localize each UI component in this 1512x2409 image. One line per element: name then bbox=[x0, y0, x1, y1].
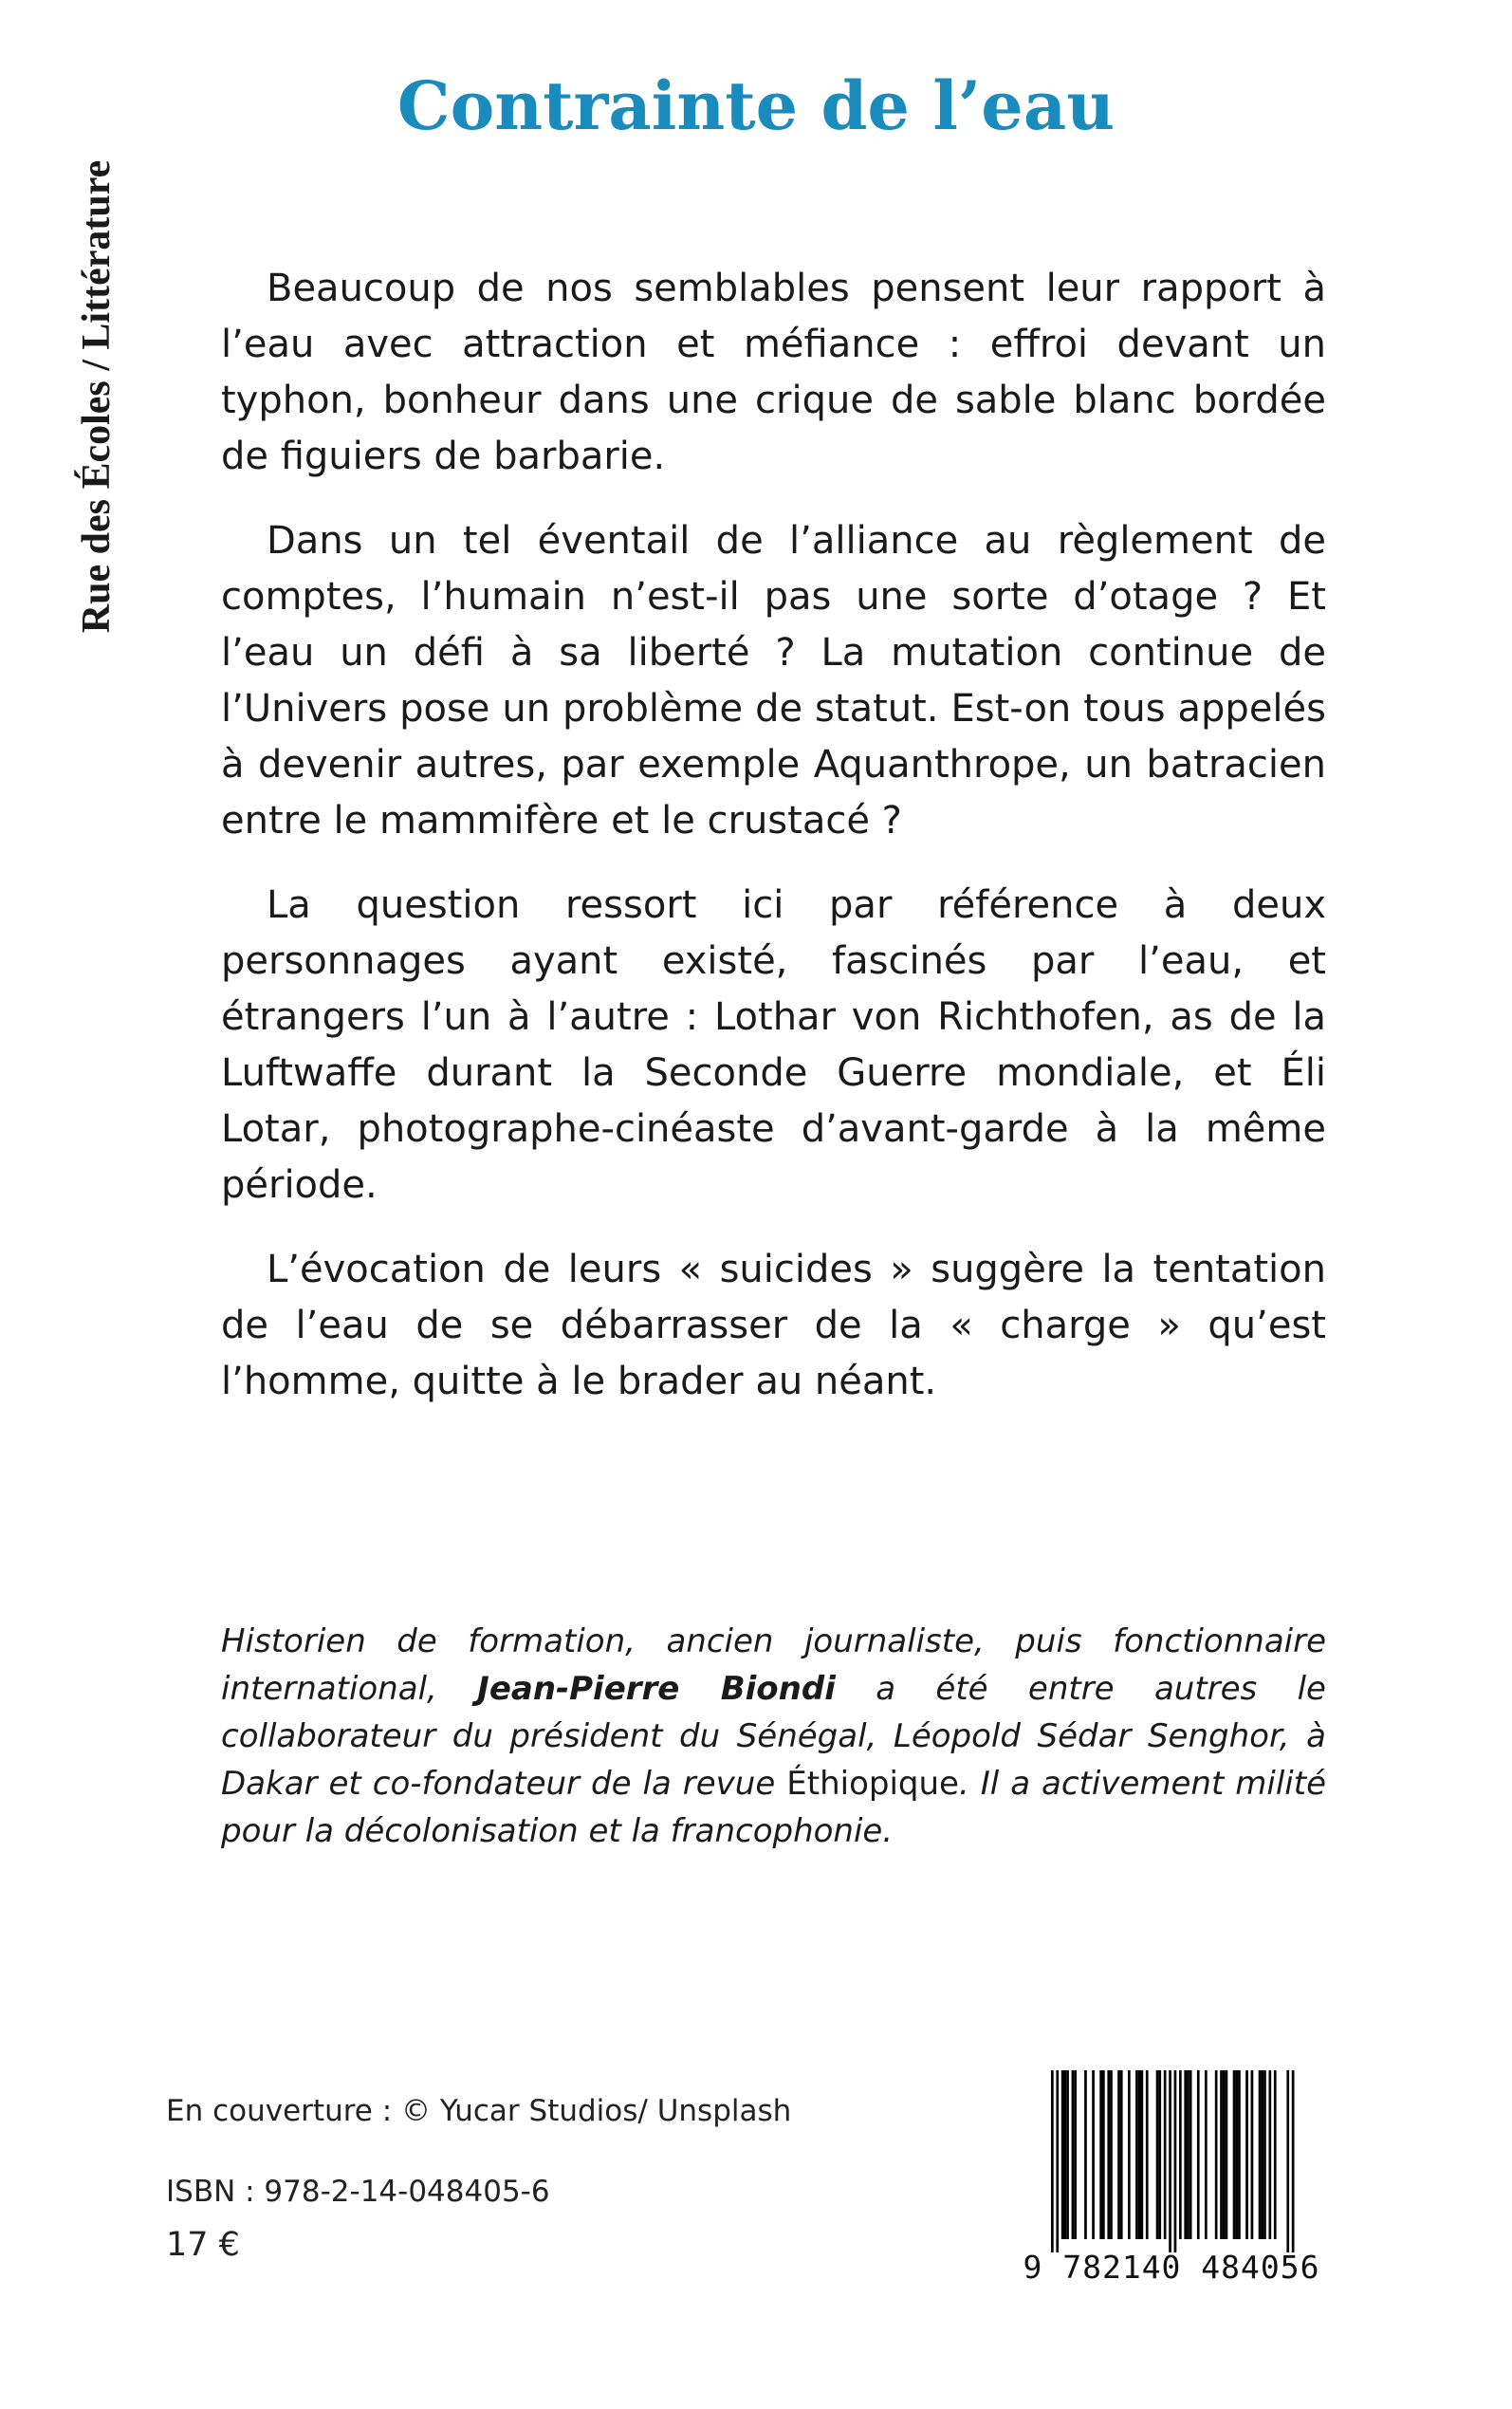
barcode-bar bbox=[1102, 2070, 1105, 2239]
barcode-bar bbox=[1269, 2070, 1272, 2239]
spine-label bbox=[59, 112, 135, 681]
author-name: Jean-Pierre Biondi bbox=[477, 1670, 836, 1708]
book-title: Contrainte de l’eau bbox=[396, 66, 1116, 145]
barcode-bar bbox=[1141, 2070, 1144, 2239]
blurb-paragraph-3: La question ressort ici par référence à deux personnages ayant existé, fascinés par l’eau, et étrangers l’un à l’autre : Lothar von Richthofen, as de la Luftwaffe durant la Seconde Guerre mondiale, et Éli Lotar, photographe-cinéaste d’avant-garde à la même période. bbox=[221, 883, 1326, 1207]
barcode-bar bbox=[1187, 2070, 1189, 2239]
barcode-bar bbox=[1107, 2070, 1110, 2239]
barcode-bar bbox=[1251, 2070, 1254, 2239]
price: 17 € bbox=[166, 2226, 240, 2264]
barcode-bars bbox=[1015, 2070, 1328, 2252]
barcode-bar bbox=[1215, 2070, 1218, 2239]
barcode-bar bbox=[1274, 2070, 1277, 2239]
collection-name: Rue des Écoles / Littérature bbox=[75, 159, 119, 634]
barcode-bar bbox=[1179, 2070, 1182, 2239]
barcode-bar bbox=[1064, 2070, 1067, 2239]
bio-text-2: a été entre autres le collaborateur du président du Sénégal, Léopold Sédar Senghor, à Dakar et co-fondateur de la revue bbox=[221, 1670, 1326, 1803]
barcode-bar bbox=[1169, 2070, 1171, 2252]
barcode-bar bbox=[1051, 2070, 1054, 2252]
barcode-number: 9 782140 484056 bbox=[1023, 2249, 1320, 2286]
barcode-bar bbox=[1259, 2070, 1262, 2239]
barcode-bar bbox=[1138, 2070, 1141, 2239]
barcode-bar bbox=[1110, 2070, 1113, 2239]
barcode-bar bbox=[1197, 2070, 1200, 2239]
barcode-bar bbox=[1174, 2070, 1177, 2252]
barcode-bar bbox=[1205, 2070, 1208, 2239]
barcode-bar bbox=[1235, 2070, 1238, 2239]
blurb bbox=[221, 261, 1326, 1438]
blurb-paragraph-1: Beaucoup de nos semblables pensent leur rapport à l’eau avec attraction et méfiance : effroi devant un typhon, bonheur dans une crique de sable blanc bordée de figuiers de barbarie. bbox=[221, 267, 1326, 478]
barcode-bar bbox=[1223, 2070, 1226, 2239]
barcode-bar bbox=[1158, 2070, 1161, 2239]
barcode-bar bbox=[1099, 2070, 1102, 2239]
barcode-bar bbox=[1263, 2070, 1266, 2239]
barcode-bar bbox=[1292, 2070, 1295, 2252]
barcode-bar bbox=[1245, 2070, 1248, 2239]
barcode-bar bbox=[1220, 2070, 1223, 2239]
barcode bbox=[1015, 2070, 1328, 2289]
barcode-bar bbox=[1286, 2070, 1289, 2252]
isbn: ISBN : 978-2-14-048405-6 bbox=[166, 2175, 550, 2209]
barcode-bar bbox=[1261, 2070, 1263, 2239]
blurb-paragraph-2: Dans un tel éventail de l’alliance au règlement de comptes, l’humain n’est-il pas une sorte d’otage ? Et l’eau un défi à sa liberté ? La mutation continue de l’Univers pose un problème de statut. Est-on tous appelés à devenir autres, par exemple Aquanthrope, un batracien entre le mammifère et le crustacé ? bbox=[221, 519, 1326, 843]
cover-credit: En couverture : © Yucar Studios/ Unsplash bbox=[166, 2094, 792, 2128]
bio-text-1: Historien de formation, ancien journaliste, puis fonctionnaire international, bbox=[221, 1622, 1326, 1708]
barcode-bar bbox=[1074, 2070, 1077, 2239]
barcode-bar bbox=[1061, 2070, 1064, 2239]
barcode-bar bbox=[1084, 2070, 1087, 2239]
barcode-bar bbox=[1066, 2070, 1069, 2239]
barcode-bar bbox=[1164, 2070, 1167, 2239]
barcode-bar bbox=[1189, 2070, 1192, 2239]
barcode-bar bbox=[1233, 2070, 1236, 2239]
journal-name: Éthiopique bbox=[786, 1765, 959, 1803]
barcode-bar bbox=[1146, 2070, 1149, 2239]
barcode-bar bbox=[1226, 2070, 1228, 2239]
barcode-bar bbox=[1128, 2070, 1131, 2239]
barcode-bar bbox=[1135, 2070, 1138, 2239]
barcode-bar bbox=[1092, 2070, 1095, 2239]
barcode-bar bbox=[1238, 2070, 1241, 2239]
bio-text-3: . Il a activement milité pour la décolonisation et la francophonie. bbox=[221, 1765, 1327, 1850]
barcode-bar bbox=[1156, 2070, 1159, 2239]
barcode-bar bbox=[1072, 2070, 1075, 2239]
barcode-bar bbox=[1056, 2070, 1059, 2252]
barcode-bar bbox=[1184, 2070, 1187, 2239]
blurb-paragraph-4: L’évocation de leurs « suicides » suggère la tentation de l’eau de se débarrasser de la « charge » qu’est l’homme, quitte à le brader au néant. bbox=[221, 1248, 1326, 1403]
barcode-bar bbox=[1120, 2070, 1123, 2239]
barcode-bar bbox=[1117, 2070, 1120, 2239]
author-bio bbox=[221, 1618, 1326, 1855]
